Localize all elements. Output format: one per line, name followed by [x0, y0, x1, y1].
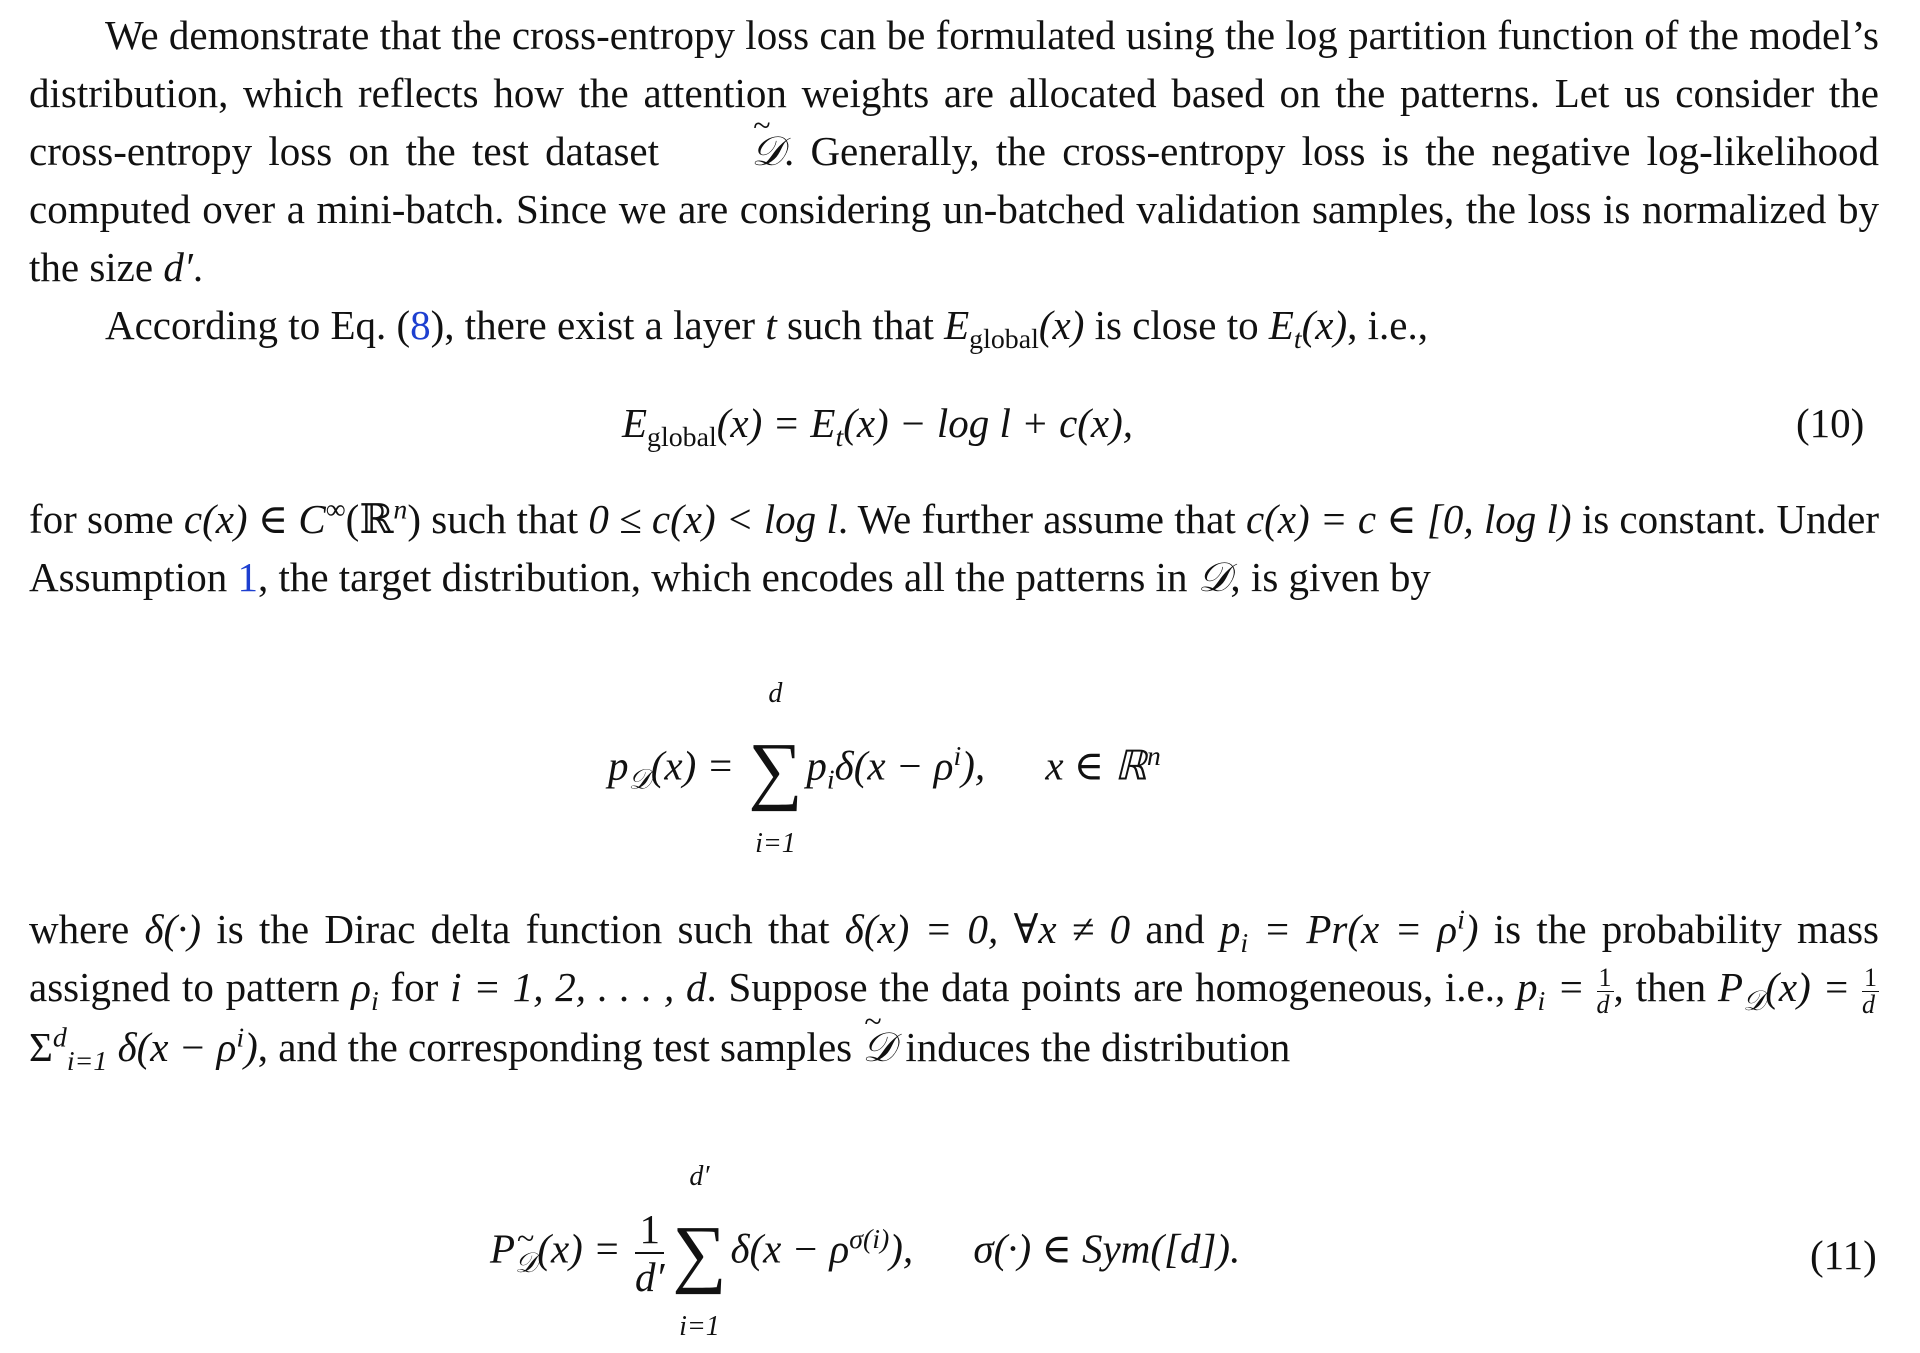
inline-math: δ(x) = 0, ∀x ≠ 0 — [844, 906, 1131, 952]
summation-symbol: d ∑ i=1 — [748, 678, 803, 859]
paragraph-cross-entropy-intro — [29, 6, 1879, 296]
text-segment: . We further assume that — [837, 496, 1246, 542]
summation-symbol: d′ ∑ i=1 — [672, 1161, 727, 1342]
equation-11-body: $P_𝒟(x)$ = $\frac{1}{d'}$ d′ ∑ i=1 $\delta(x - \rho^{\sigma(i)})$, σ(·) ∈ Sym([d]). — [490, 1161, 1241, 1342]
text-segment: According to Eq. ( — [105, 302, 411, 348]
text-segment: such that — [776, 302, 945, 348]
text-segment: for some — [29, 496, 184, 542]
e-global-symbol: $E_{global}(x)$ — [944, 302, 1085, 356]
paragraph-target-distribution — [29, 490, 1879, 606]
text-segment: , the target distribution, which encodes all the patterns in — [257, 554, 1198, 600]
text-segment: induces the distribution — [895, 1024, 1291, 1071]
equation-8-link[interactable]: 8 — [410, 302, 431, 348]
equation-11-number: (11) — [1810, 1232, 1877, 1278]
text-segment: where — [29, 906, 145, 952]
text-segment: is constant. Under Assumption — [29, 496, 1880, 600]
inline-math: c(x) = c ∈ [0, log l) — [1245, 496, 1572, 542]
text-segment: . Generally, the cross-entropy loss is the negative log-likelihood computed over a mini-batch. Since we are considering un-batched validation samples, the loss is normalized by the size — [29, 128, 1879, 290]
text-segment: is close to — [1084, 302, 1269, 348]
test-dataset-symbol: ~ 𝒟 — [675, 122, 784, 180]
text-segment: such that — [421, 496, 589, 542]
equation-10-body: $E_{global}(x) = E_t(x) - \log l + c(x)$, — [622, 400, 1134, 454]
text-segment: , then — [1613, 964, 1718, 1010]
paragraph-dirac-delta — [29, 900, 1879, 1076]
equation-11 — [0, 1161, 1920, 1342]
equation-10-number: (10) — [1796, 400, 1865, 446]
paragraph-eq8-reference — [29, 296, 1879, 354]
inline-math: $P_𝒟(x)$ = $\frac{1}{d} \Sigma^d_{i=1}$ $\delta(x - \rho^i)$ — [29, 963, 1878, 1078]
text-segment: , is given by — [1230, 554, 1431, 600]
size-symbol: d′ — [163, 244, 193, 290]
dataset-symbol: 𝒟 — [1197, 554, 1231, 600]
inline-math: $p_i = Pr(x = \rho^i)$ — [1219, 904, 1479, 960]
inline-math: δ(·) — [144, 906, 202, 952]
text-segment: for — [378, 964, 451, 1010]
equation-target-distribution — [0, 678, 1920, 859]
text-segment: . Suppose the data points are homogeneous, i.e., — [706, 964, 1518, 1010]
text-segment: . — [192, 244, 204, 290]
inline-math: c(x) ∈ C∞(ℝ$^n$) — [183, 494, 421, 542]
text-segment: is the probability mass assigned to pattern — [29, 906, 1879, 1010]
text-segment: and — [1130, 906, 1220, 952]
fraction: $\frac{1}{d'}$ — [634, 1206, 665, 1300]
text-segment: We demonstrate that the cross-entropy loss can be formulated using the log partition function of the model’s distribution, which reflects how the attention weights are allocated based on the patterns. Let us consider the cross-entropy loss on the test dataset — [29, 12, 1879, 174]
e-t-symbol: $E_t(x)$ — [1268, 302, 1348, 356]
text-segment: ), there exist a layer — [430, 302, 766, 348]
inline-math: $p_i$ = $\frac{1}{d}$ — [1517, 963, 1612, 1020]
test-dataset-symbol: ~ 𝒟 — [862, 1018, 895, 1076]
text-segment: is the Dirac delta function such that — [201, 906, 845, 952]
text-segment: , and the corresponding test samples — [257, 1024, 863, 1071]
inline-math: 0 ≤ c(x) < log l — [588, 496, 838, 542]
equation-10 — [0, 394, 1920, 454]
equation-pd-body: $p_𝒟(x)$ = d ∑ i=1 $p_i\delta(x - \rho^i)$, x ∈ ℝ$^n$ — [608, 678, 1161, 859]
inline-math: i = 1, 2, . . . , d — [450, 964, 707, 1010]
layer-symbol: t — [765, 302, 777, 348]
inline-math: $\rho_i$ — [351, 964, 379, 1018]
assumption-1-link[interactable]: 1 — [237, 554, 258, 600]
text-segment: , i.e., — [1347, 302, 1428, 348]
